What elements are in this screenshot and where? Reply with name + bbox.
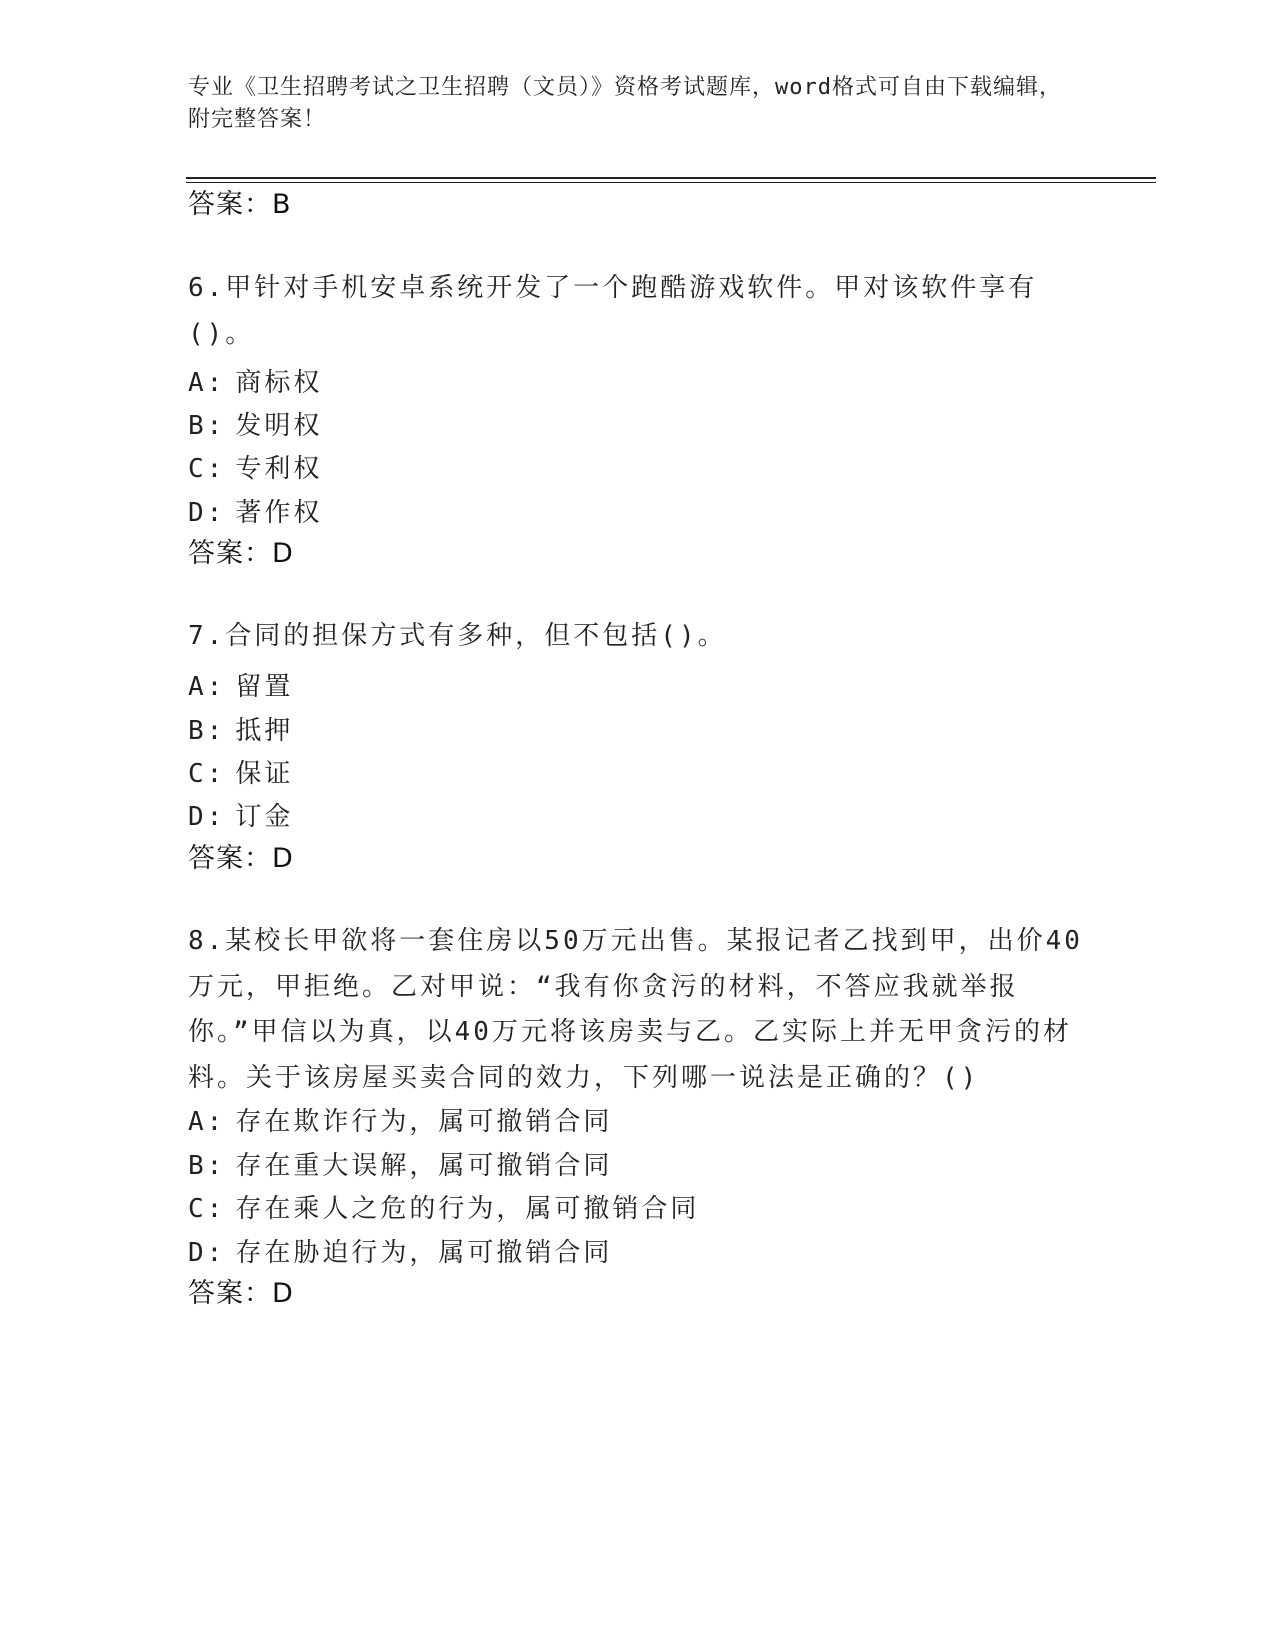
page-header: 专业《卫生招聘考试之卫生招聘（文员）》资格考试题库，word格式可自由下载编辑，附完整答案！ xyxy=(188,75,1062,132)
option-letter: B: xyxy=(188,411,226,441)
option-letter: D: xyxy=(188,1238,226,1268)
option-letter: A: xyxy=(188,672,226,702)
option-letter: B: xyxy=(188,1151,226,1181)
question-7-option-c xyxy=(188,753,293,790)
option-letter: C: xyxy=(188,1194,226,1224)
option-text: 存在重大误解，属可撤销合同 xyxy=(235,1151,613,1181)
option-letter: C: xyxy=(188,759,226,789)
header-divider-thin xyxy=(186,182,1156,183)
question-7-text: 7.合同的担保方式有多种，但不包括()。 xyxy=(188,621,727,651)
option-text: 保证 xyxy=(235,759,294,789)
question-6-option-a xyxy=(188,362,322,399)
question-8-option-b xyxy=(188,1145,612,1182)
option-text: 存在乘人之危的行为，属可撤销合同 xyxy=(235,1194,700,1224)
answer-q5: 答案：B xyxy=(188,189,292,220)
question-6-option-d xyxy=(188,492,322,529)
question-6-text: 6.甲针对手机安卓系统开发了一个跑酷游戏软件。甲对该软件享有()。 xyxy=(188,273,1038,349)
option-text: 专利权 xyxy=(235,454,323,484)
question-8-text: 8.某校长甲欲将一套住房以50万元出售。某报记者乙找到甲，出价40万元，甲拒绝。乙对甲说：“我有你贪污的材料，不答应我就举报你。”甲信以为真，以40万元将该房卖与乙。乙实际上并无甲贪污的材料。关于该房屋买卖合同的效力，下列哪一说法是正确的？() xyxy=(188,926,1083,1093)
question-8-option-c xyxy=(188,1188,699,1225)
option-text: 著作权 xyxy=(235,498,323,528)
header-divider-thick xyxy=(186,177,1156,179)
answer-q6: 答案：D xyxy=(188,538,294,569)
answer-q7: 答案：D xyxy=(188,843,294,874)
answer-q8: 答案：D xyxy=(188,1278,294,1309)
question-7-option-a xyxy=(188,666,293,703)
question-8-option-a xyxy=(188,1101,612,1138)
option-letter: C: xyxy=(188,454,226,484)
option-letter: A: xyxy=(188,368,226,398)
option-text: 存在欺诈行为，属可撤销合同 xyxy=(235,1107,613,1137)
option-text: 抵押 xyxy=(235,716,294,746)
option-text: 存在胁迫行为，属可撤销合同 xyxy=(235,1238,613,1268)
option-letter: D: xyxy=(188,498,226,528)
option-letter: A: xyxy=(188,1107,226,1137)
option-letter: B: xyxy=(188,716,226,746)
question-8-option-d xyxy=(188,1232,612,1269)
option-text: 发明权 xyxy=(235,411,323,441)
option-text: 订金 xyxy=(235,802,294,832)
option-letter: D: xyxy=(188,802,226,832)
question-7-option-b xyxy=(188,710,293,747)
option-text: 商标权 xyxy=(235,368,323,398)
question-6-option-b xyxy=(188,405,322,442)
option-text: 留置 xyxy=(235,672,294,702)
question-6-option-c xyxy=(188,448,322,485)
question-7-option-d xyxy=(188,796,293,833)
